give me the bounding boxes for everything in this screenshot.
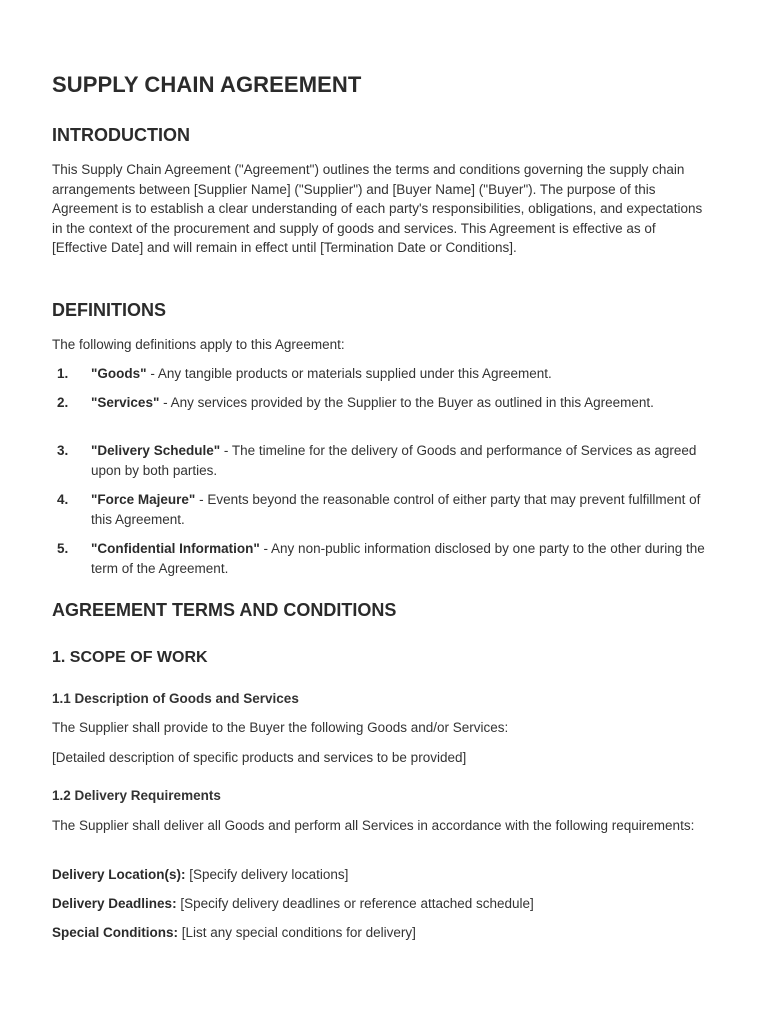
definitions-heading: DEFINITIONS (52, 300, 167, 320)
delivery-location-label: Delivery Location(s): (52, 867, 186, 882)
definition-term: "Goods" (91, 366, 147, 381)
delivery-location-value: [Specify delivery locations] (185, 867, 349, 882)
definition-term: "Force Majeure" (91, 492, 196, 507)
definition-term: "Services" (91, 395, 160, 410)
definition-number: 2. (57, 395, 69, 410)
definition-number: 3. (57, 443, 69, 458)
delivery-requirements-subheading: 1.2 Delivery Requirements (52, 788, 221, 803)
description-paragraph: The Supplier shall provide to the Buyer the following Goods and/or Services: (52, 720, 509, 735)
definition-text: - Any services provided by the Supplier to the Buyer as outlined in this Agreement. (159, 395, 654, 410)
special-conditions-line (52, 923, 416, 943)
delivery-deadlines-label: Delivery Deadlines: (52, 896, 177, 911)
delivery-deadlines-line (52, 894, 534, 914)
definition-item (52, 490, 722, 529)
definition-term: "Confidential Information" (91, 541, 260, 556)
delivery-requirements-paragraph: The Supplier shall deliver all Goods and perform all Services in accordance with the following requirements: (52, 818, 695, 833)
definitions-intro: The following definitions apply to this Agreement: (52, 337, 345, 352)
definition-item (52, 441, 722, 480)
special-conditions-value: [List any special conditions for delivery] (178, 925, 416, 940)
terms-heading: AGREEMENT TERMS AND CONDITIONS (52, 600, 397, 620)
delivery-deadlines-value: [Specify delivery deadlines or reference attached schedule] (176, 896, 534, 911)
definition-text: - Events beyond the reasonable control of either party that may prevent fulfillment of this Agreement. (91, 492, 701, 527)
description-placeholder: [Detailed description of specific products and services to be provided] (52, 750, 467, 765)
introduction-paragraph: This Supply Chain Agreement ("Agreement") outlines the terms and conditions governing the supply chain arrangements between [Supplier Name] ("Supplier") and [Buyer Name] ("Buyer"). The purpose of this Agreement is to establish a clear understanding of each party's responsibilities, obligations, and expectations in the context of the procurement and supply of goods and services. This Agreement is effective as of [Effective Date] and will remain in effect until [Termination Date or Conditions]. (52, 162, 703, 255)
definition-item (52, 393, 722, 413)
description-subheading: 1.1 Description of Goods and Services (52, 691, 299, 706)
special-conditions-label: Special Conditions: (52, 925, 179, 940)
introduction-heading: INTRODUCTION (52, 125, 190, 145)
definition-number: 5. (57, 541, 69, 556)
definition-text: - Any tangible products or materials supplied under this Agreement. (146, 366, 552, 381)
definition-text: - Any non-public information disclosed by one party to the other during the term of the Agreement. (91, 541, 705, 576)
definition-text: - The timeline for the delivery of Goods and performance of Services as agreed upon by both parties. (91, 443, 697, 478)
scope-heading: 1. SCOPE OF WORK (52, 649, 208, 666)
definition-item (52, 364, 722, 384)
delivery-location-line (52, 865, 348, 885)
definition-item (52, 539, 722, 578)
document-title: SUPPLY CHAIN AGREEMENT (52, 72, 362, 97)
definition-number: 4. (57, 492, 69, 507)
definition-term: "Delivery Schedule" (91, 443, 221, 458)
definition-number: 1. (57, 366, 69, 381)
